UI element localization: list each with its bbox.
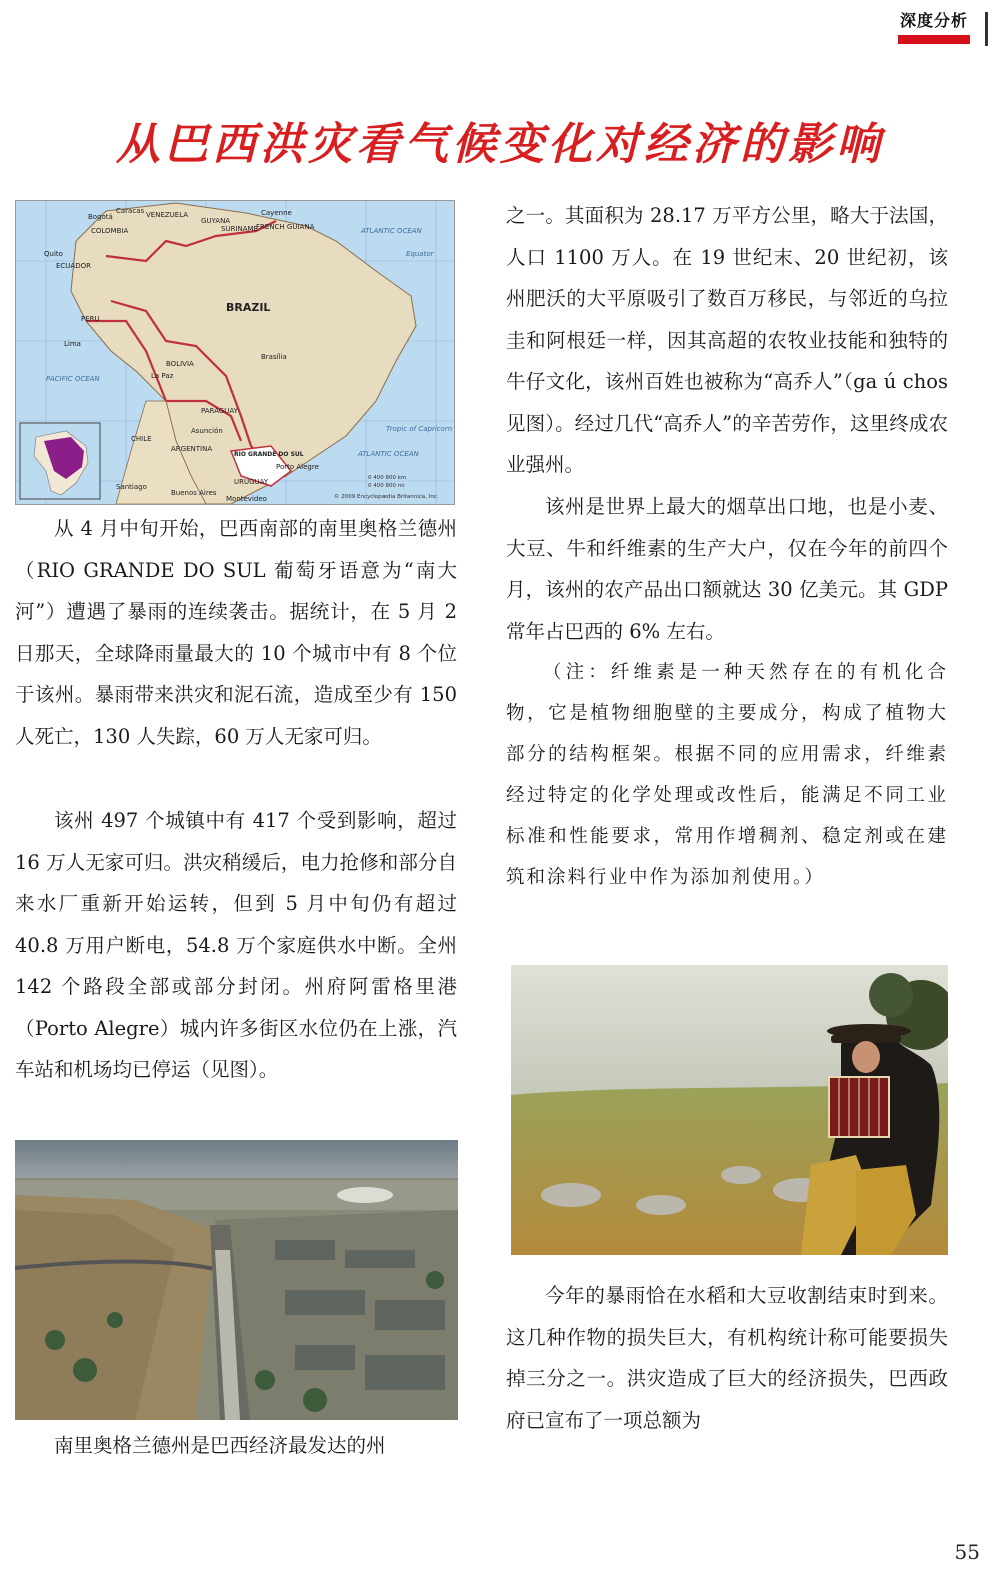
section-label: 深度分析 <box>899 11 968 30</box>
map-label-caracas: Caracas <box>116 207 145 215</box>
right-paragraph-2: 该州是世界上最大的烟草出口地，也是小麦、大豆、牛和纤维素的生产大户，仅在今年的前四个月，该州的农产品出口额就达 30 亿美元。其 GDP 常年占巴西的 6% 左右。 <box>506 495 948 643</box>
section-tag <box>898 8 970 44</box>
map-label-la-paz: La Paz <box>151 372 174 380</box>
right-paragraph-3: 今年的暴雨恰在水稻和大豆收割结束时到来。这几种作物的损失巨大，有机构统计称可能要损失掉三分之一。洪灾造成了巨大的经济损失，巴西政府已宣布了一项总额为 <box>506 1284 948 1432</box>
gaucho-photo <box>511 965 948 1255</box>
map-label-atlantic-bottom: ATLANTIC OCEAN <box>358 450 419 458</box>
left-paragraph-2: 该州 497 个城镇中有 417 个受到影响，超过 16 万人无家可归。洪灾稍缓后，电力抢修和部分自来水厂重新开始运转，但到 5 月中旬仍有超过 40.8 万用户断电，54.8 万个家庭供水中断。全州 142 个路段全部或部分封闭。州府阿雷格里港（Porto Alegre）城内许多街区水位仍在上涨，汽车站和机场均已停运（见图）。 <box>15 809 457 1081</box>
map-label-buenos-aires: Buenos Aires <box>171 489 217 497</box>
map-label-paraguay: PARAGUAY <box>201 407 238 415</box>
map-label-french-guiana: FRENCH GUIANA <box>256 223 315 231</box>
map-label-lima: Lima <box>64 340 81 348</box>
article-title: 从巴西洪灾看气候变化对经济的影响 <box>116 119 884 170</box>
map-copyright: © 2009 Encyclopædia Britannica, Inc. <box>334 494 439 500</box>
map-label-brazil: BRAZIL <box>226 301 271 314</box>
right-paragraph-1: 之一。其面积为 28.17 万平方公里，略大于法国，人口 1100 万人。在 19 世纪末、20 世纪初，该州肥沃的大平原吸引了数百万移民，与邻近的乌拉圭和阿根廷一样，因其高超的农牧业技能和独特的牛仔文化，该州百姓也被称为“高乔人”（ga ú chos 见图）。经过几代“高乔人”的辛苦劳作，这里终成农业强州。 <box>506 204 948 476</box>
flood-photo <box>15 1140 458 1420</box>
map-label-rio-grande: RIO GRANDE DO SUL <box>234 451 304 458</box>
map-label-ecuador: ECUADOR <box>56 262 91 270</box>
map-label-guyana: GUYANA <box>201 217 231 225</box>
map-label-bogota: Bogotá <box>88 213 113 221</box>
left-paragraph-3: 南里奥格兰德州是巴西经济最发达的州 <box>54 1434 386 1457</box>
map-label-pacific: PACIFIC OCEAN <box>46 375 100 383</box>
map-label-colombia: COLOMBIA <box>91 227 129 235</box>
map-label-peru: PERU <box>81 315 100 323</box>
map-scale-mi: 0 400 800 mi <box>368 483 405 489</box>
map-scale: 0 400 800 km <box>368 475 407 481</box>
section-bar <box>898 35 970 44</box>
map-label-chile: CHILE <box>131 435 152 443</box>
map-label-argentina: ARGENTINA <box>171 445 213 453</box>
right-note: （注：纤维素是一种天然存在的有机化合物，它是植物细胞壁的主要成分，构成了植物大部分的结构框架。根据不同的应用需求，纤维素经过特定的化学处理或改性后，能满足不同工业标准和性能要求，常用作增稠剂、稳定剂或在建筑和涂料行业中作为添加剂使用。） <box>506 662 948 888</box>
map-label-brasilia: Brasília <box>261 353 287 361</box>
map-label-uruguay: URUGUAY <box>234 478 269 486</box>
map-label-capricorn: Tropic of Capricorn <box>386 425 453 433</box>
map-label-atlantic-top: ATLANTIC OCEAN <box>361 227 422 235</box>
map-label-venezuela: VENEZUELA <box>146 211 189 219</box>
page-number: 55 <box>954 1540 980 1564</box>
map-label-bolivia: BOLIVIA <box>166 360 194 368</box>
map-label-porto-alegre: Porto Alegre <box>276 463 319 471</box>
map-label-suriname: SURINAME <box>221 225 258 233</box>
map-label-quito: Quito <box>44 250 63 258</box>
map-label-montevideo: Montevideo <box>226 495 267 503</box>
south-america-map <box>15 200 455 505</box>
map-label-equator: Equator <box>406 250 434 258</box>
map-label-santiago: Santiago <box>116 483 147 491</box>
header-rule <box>985 12 988 46</box>
map-label-cayenne: Cayenne <box>261 209 292 217</box>
map-label-asuncion: Asunción <box>191 427 223 435</box>
left-paragraph-1: 从 4 月中旬开始，巴西南部的南里奥格兰德州（RIO GRANDE DO SUL 葡萄牙语意为“南大河”）遭遇了暴雨的连续袭击。据统计，在 5 月 2 日那天，全球降雨量最大的 10 个城市中有 8 个位于该州。暴雨带来洪灾和泥石流，造成至少有 150 人死亡，130 人失踪，60 万人无家可归。 <box>15 517 457 748</box>
